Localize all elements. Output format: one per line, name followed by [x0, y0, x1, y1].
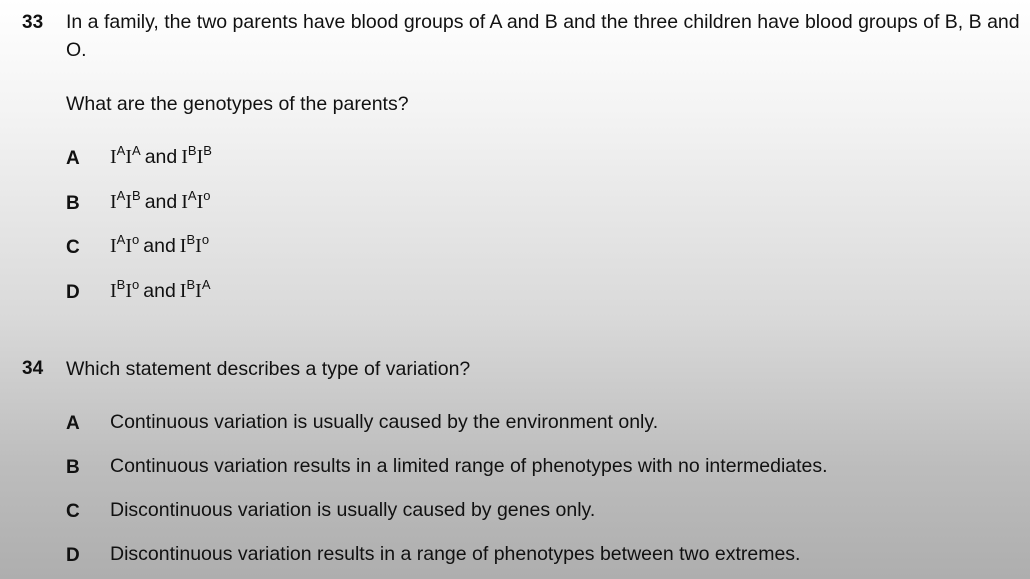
genotype: $I^AI^B$ — [110, 188, 141, 213]
genotype: $I^AI^A$ — [110, 143, 141, 168]
option-letter: D — [66, 545, 80, 566]
option-text: Continuous variation is usually caused by the environment only. — [110, 411, 659, 433]
genotype: $I^BI^o$ — [179, 232, 210, 257]
genotype: $I^BI^o$ — [110, 277, 140, 302]
option-genotypes: $I^BI^o$ and $I^BI^A$ — [110, 277, 211, 302]
option-letter: C — [66, 237, 80, 258]
genotype: $I^BI^A$ — [179, 277, 211, 302]
option-genotypes: $I^AI^A$ and $I^BI^B$ — [110, 143, 212, 168]
question-number: 33 — [22, 12, 44, 33]
option-letter: C — [66, 501, 80, 522]
option-text: Discontinuous variation is usually caused by genes only. — [110, 499, 596, 521]
question-number: 34 — [22, 358, 44, 379]
question-stem: In a family, the two parents have blood groups of A and B and the three children have blood groups of B, B and O. — [66, 11, 1020, 61]
option-letter: B — [66, 457, 80, 478]
option-text: Continuous variation results in a limited range of phenotypes with no intermediates. — [110, 455, 828, 477]
genotype: $I^AI^o$ — [181, 188, 211, 213]
genotype: $I^AI^o$ — [110, 232, 140, 257]
question-prompt: Which statement describes a type of variation? — [66, 358, 471, 380]
question-prompt: What are the genotypes of the parents? — [66, 93, 409, 115]
option-letter: A — [66, 148, 80, 169]
option-letter: A — [66, 413, 80, 434]
option-letter: B — [66, 193, 80, 214]
option-genotypes: $I^AI^o$ and $I^BI^o$ — [110, 232, 210, 257]
option-letter: D — [66, 282, 80, 303]
option-genotypes: $I^AI^B$ and $I^AI^o$ — [110, 188, 211, 213]
genotype: $I^BI^B$ — [181, 143, 212, 168]
option-text: Discontinuous variation results in a range of phenotypes between two extremes. — [110, 543, 801, 565]
